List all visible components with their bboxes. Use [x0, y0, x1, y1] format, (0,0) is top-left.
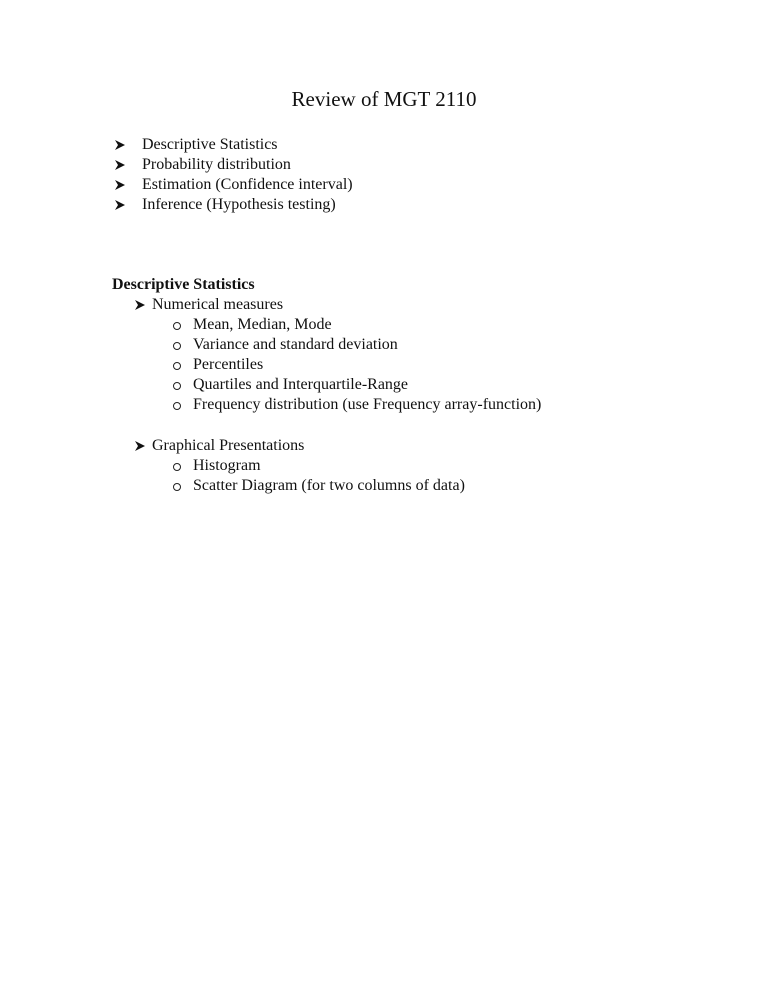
list-item	[193, 355, 263, 375]
page-title: Review of MGT 2110	[291, 87, 477, 111]
list-item	[193, 456, 261, 476]
list-item	[142, 135, 278, 155]
circle-bullet-icon	[173, 483, 181, 491]
circle-bullet-icon	[173, 402, 181, 410]
section-heading: Descriptive Statistics	[112, 276, 255, 293]
circle-bullet-icon	[173, 463, 181, 471]
arrow-bullet-icon	[114, 199, 126, 211]
list-item-label: Numerical measures	[152, 296, 284, 313]
list-item-label: Mean, Median, Mode	[193, 316, 332, 333]
arrow-bullet-icon	[114, 139, 126, 151]
circle-bullet-icon	[173, 322, 181, 330]
list-item	[142, 195, 336, 215]
list-item	[193, 335, 398, 355]
list-item-label: Variance and standard deviation	[193, 336, 398, 353]
list-item-label: Estimation (Confidence interval)	[142, 176, 353, 193]
circle-bullet-icon	[173, 382, 181, 390]
list-item-label: Graphical Presentations	[152, 437, 305, 454]
list-item	[193, 375, 408, 395]
list-item	[193, 395, 541, 415]
list-item	[152, 436, 304, 456]
arrow-bullet-icon	[114, 179, 126, 191]
list-item-label: Quartiles and Interquartile-Range	[193, 376, 409, 393]
arrow-bullet-icon	[114, 159, 126, 171]
arrow-bullet-icon	[134, 440, 146, 452]
list-item-label: Percentiles	[193, 356, 264, 373]
list-item	[152, 295, 283, 315]
list-item	[142, 175, 353, 195]
list-item-label: Histogram	[193, 457, 261, 474]
list-item	[142, 155, 291, 175]
list-item	[193, 476, 465, 496]
list-item	[193, 315, 332, 335]
arrow-bullet-icon	[134, 299, 146, 311]
list-item-label: Frequency distribution (use Frequency array-function)	[193, 396, 542, 413]
list-item-label: Probability distribution	[142, 156, 291, 173]
circle-bullet-icon	[173, 342, 181, 350]
list-item-label: Scatter Diagram (for two columns of data)	[193, 477, 465, 494]
list-item-label: Inference (Hypothesis testing)	[142, 196, 336, 213]
circle-bullet-icon	[173, 362, 181, 370]
list-item-label: Descriptive Statistics	[142, 136, 278, 153]
